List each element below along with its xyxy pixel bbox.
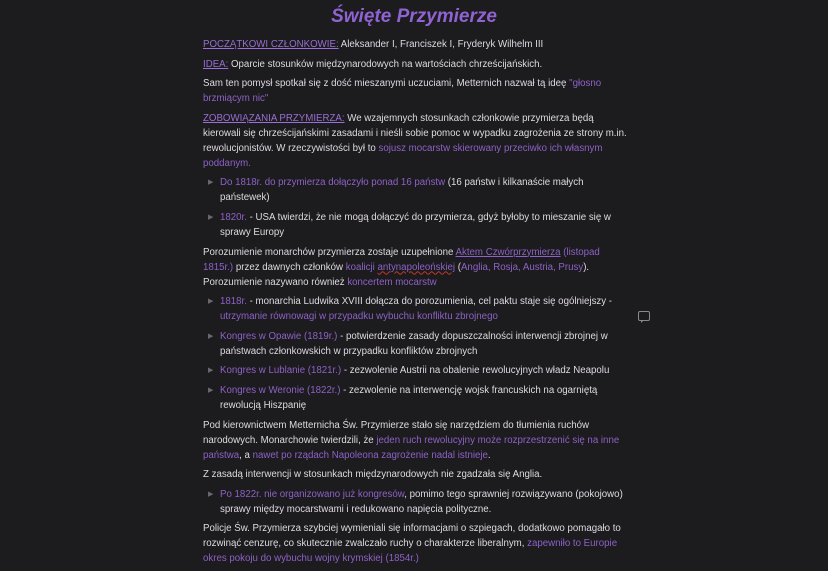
text-run: - zezwolenie Austrii na obalenie rewolucyjnych władz Neapolu: [341, 365, 610, 377]
text-run: , a: [239, 449, 253, 461]
section-label: IDEA:: [203, 58, 229, 70]
highlighted-text: jeden ruch rewolucyjny może rozprzestrzenić się na inne państwa: [203, 434, 620, 461]
section-label: POCZĄTKOWI CZŁONKOWIE:: [203, 39, 339, 50]
list-item: [203, 383, 627, 413]
highlighted-text: Po 1822r. nie organizowano już kongresów: [220, 488, 405, 500]
text-run: Aleksander I, Franciszek I, Fryderyk Wilhelm III: [338, 39, 544, 50]
text-run: ). Porozumienie nazywano również: [203, 261, 590, 288]
bullet-triangle-icon[interactable]: ▶: [208, 367, 214, 375]
list-item: [203, 210, 627, 240]
text-run: (: [455, 261, 461, 273]
highlighted-text: utrzymanie równowagi w przypadku wybuchu konfliktu zbrojnego: [220, 311, 498, 323]
page-title: Święte Przymierze: [331, 6, 497, 27]
section-label: ZOBOWIĄZANIA PRZYMIERZA:: [203, 112, 345, 124]
highlighted-text: 1818r.: [220, 296, 247, 308]
highlighted-text: sojusz mocarstw skierowany przeciwko ich własnym poddanym.: [203, 142, 603, 169]
text-run: , pomimo tego sprawniej rozwiązywano (pokojowo) sprawy między mocarstwami i redukowano napięcia polityczne.: [220, 488, 623, 515]
list-item: [203, 363, 627, 378]
text-run: - USA twierdzi, że nie mogą dołączyć do przymierza, gdyż byłoby to mieszanie się w sprawy Europy: [220, 211, 611, 238]
highlighted-text: nawet po rządach Napoleona zagrożenie nadal istnieje: [252, 449, 488, 461]
text-run: - potwierdzenie zasady dopuszczalności interwencji zbrojnej w państwach członkowskich w przypadku konfliktów zbrojnych: [220, 330, 608, 357]
paragraph: [203, 245, 627, 290]
highlighted-text: Kongres w Weronie (1822r.): [220, 384, 341, 396]
text-run: - monarchia Ludwika XVIII dołącza do porozumienia, cel paktu staje się ogólniejszy -: [246, 296, 613, 308]
bullet-triangle-icon[interactable]: ▶: [208, 490, 214, 498]
note-content[interactable]: [203, 37, 627, 571]
text-link[interactable]: Aktem Czwórprzymierza: [455, 246, 561, 258]
text-run: Oparcie stosunków międzynarodowych na wartościach chrześcijańskich.: [228, 58, 543, 70]
text-run: We wzajemnych stosunkach członkowie przymierza będą kierowali się chrześcijańskimi zasadami i nieśli sobie pomoc w wypadku zagrożenia ze strony m.in. rewolucjonistów. W rzeczywistości był to: [203, 112, 627, 154]
paragraph: [203, 37, 627, 52]
highlighted-text: zapewniło to Europie okres pokoju do wybuchu wojny krymskiej (1854r.): [203, 538, 618, 565]
paragraph: [203, 111, 627, 171]
list-item: [203, 175, 627, 205]
bullet-triangle-icon[interactable]: ▶: [208, 179, 214, 187]
bullet-triangle-icon[interactable]: ▶: [208, 332, 214, 340]
paragraph: [203, 467, 627, 482]
list-item: [203, 487, 627, 517]
text-run: Policje Św. Przymierza szybciej wymieniali się informacjami o szpiegach, dodatkowo pomagało to rozwinąć cenzurę, co skutecznie zwalczało ruchy o charakterze liberalnym,: [203, 523, 621, 550]
paragraph: [203, 521, 627, 566]
text-run: Pod kierownictwem Metternicha Św. Przymierze stało się narzędziem do tłumienia ruchów narodowych. Monarchowie twierdzili, że: [203, 419, 590, 446]
highlighted-text: koalicji: [345, 261, 378, 273]
highlighted-text: 1820r.: [220, 211, 247, 223]
highlighted-text: (listopad 1815r.): [203, 246, 600, 273]
text-run: (16 państw i kilkanaście małych państewek): [220, 177, 584, 204]
list-item: [203, 329, 627, 359]
highlighted-text: Anglia, Rosja, Austria, Prusy: [460, 261, 584, 273]
bullet-triangle-icon[interactable]: ▶: [208, 298, 214, 306]
paragraph: [203, 76, 627, 106]
highlighted-text: Kongres w Lublanie (1821r.): [220, 365, 342, 377]
text-run: przez dawnych członków: [233, 261, 346, 273]
text-link: antynapoleońskiej: [377, 261, 456, 273]
text-run: - zezwolenie na interwencję wojsk francuskich na ogarniętą rewolucją Hiszpanię: [220, 384, 598, 411]
text-run: Porozumienie monarchów przymierza zostaje uzupełnione: [203, 246, 456, 258]
highlighted-text: Do 1818r. do przymierza dołączyło ponad 16 państw: [220, 177, 446, 189]
text-run: .: [487, 449, 491, 461]
highlighted-text: Kongres w Opawie (1819r.): [220, 330, 338, 342]
bullet-triangle-icon[interactable]: ▶: [208, 213, 214, 221]
comment-icon[interactable]: [638, 311, 650, 321]
text-run: Sam ten pomysł spotkał się z dość mieszanymi uczuciami, Metternich nazwał tą ideę: [203, 78, 570, 90]
paragraph: [203, 57, 627, 72]
bullet-triangle-icon[interactable]: ▶: [208, 386, 214, 394]
highlighted-text: "głosno brzmiącym nic": [203, 78, 602, 105]
highlighted-text: koncertem mocarstw: [347, 276, 437, 288]
text-run: Z zasadą interwencji w stosunkach międzynarodowych nie zgadzała się Anglia.: [203, 469, 543, 481]
paragraph: [203, 418, 627, 463]
list-item: [203, 294, 627, 324]
